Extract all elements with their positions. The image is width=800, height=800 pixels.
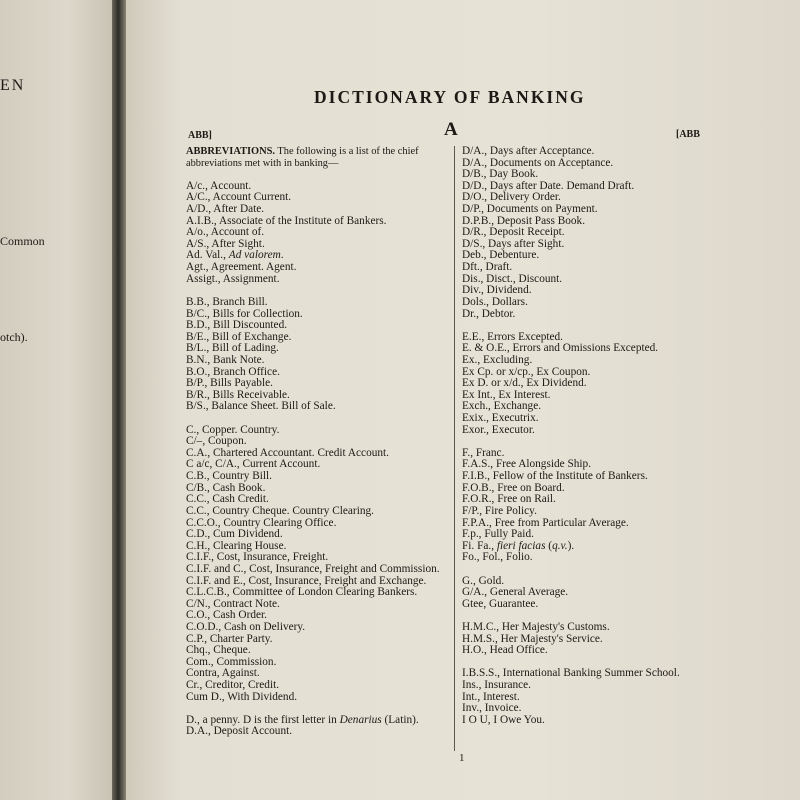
abbreviation-entry: C.H., Clearing House. [186,539,287,552]
abbreviation-entry: D/A., Days after Acceptance. [462,145,595,157]
abbreviation-entry: C.I.F. and E., Cost, Insurance, Freight and Exchange. [186,574,427,587]
abbreviation-entry: A/o., Account of. [186,226,265,239]
abbreviation-entry: D.A., Deposit Account. [186,725,293,738]
abbreviation-entry: Div., Dividend. [462,284,532,297]
abbreviation-entry: B.O., Branch Office. [186,365,280,378]
abbreviation-entry: C.D., Cum Dividend. [186,528,283,541]
abbreviation-entry: C.C., Cash Credit. [186,493,269,506]
abbreviation-entry: Assigt., Assignment. [186,272,280,285]
abbreviation-entry: C.C., Country Cheque. Country Clearing. [186,504,374,517]
abbreviation-entry: B.B., Branch Bill. [186,295,268,308]
abbreviation-entry: B/R., Bills Receivable. [186,388,290,401]
section-letter: A [444,119,458,140]
abbreviation-entry: C/–, Coupon. [186,435,247,448]
abbreviation-entry: Ex Cp. or x/cp., Ex Coupon. [462,365,591,378]
abbreviation-entry: H.O., Head Office. [462,644,548,657]
abbreviation-entry: Inv., Invoice. [462,702,522,715]
abbreviation-entry: D/S., Days after Sight. [462,237,565,250]
abbreviation-entry: Agt., Agreement. Agent. [186,261,297,274]
right-entries [462,146,792,726]
abbreviation-entry: B/L., Bill of Lading. [186,342,279,355]
abbreviation-entry: Int., Interest. [462,690,520,703]
abbreviation-entry: Dft., Draft. [462,261,513,274]
abbreviation-entry: Gtee, Guarantee. [462,597,539,610]
right-column [462,146,792,726]
abbreviation-entry: D/O., Delivery Order. [462,191,561,204]
abbreviation-entry: Chq., Cheque. [186,644,251,657]
abbreviation-entry: D.P.B., Deposit Pass Book. [462,214,586,227]
intro-text: The following is a list of the chief [275,146,419,157]
abbreviation-entry: C a/c, C/A., Current Account. [186,458,321,471]
abbreviation-entry: D/B., Day Book. [462,168,539,181]
abbreviation-entry: D/D., Days after Date. Demand Draft. [462,179,635,192]
abbreviation-entry: A/c., Account. [186,179,252,192]
abbreviation-entry: Fi. Fa., fieri facias (q.v.). [462,539,575,552]
abbreviation-entry: Contra, Against. [186,667,260,680]
abbreviation-entry: Ex., Excluding. [462,353,533,366]
abbreviation-entry: Fo., Fol., Folio. [462,551,533,564]
left-page-fragment: Common [0,234,45,248]
intro-line [186,146,448,158]
abbreviation-entry: D., a penny. D is the first letter in Denarius (Latin). [186,713,419,726]
abbreviation-entry: F., Franc. [462,446,505,459]
abbreviation-entry: Ex Int., Ex Interest. [462,388,551,401]
left-page-fragment: otch). [0,330,28,344]
abbreviation-entry: F.I.B., Fellow of the Institute of Bankers. [462,470,648,483]
abbreviation-entry: C.C.O., Country Clearing Office. [186,516,337,529]
abbreviation-entry: D/A., Documents on Acceptance. [462,156,614,169]
abbreviation-entry: C.B., Country Bill. [186,470,272,483]
book-gutter [112,0,126,800]
abbreviation-entry: Exor., Executor. [462,423,535,436]
abbreviation-entry: Dols., Dollars. [462,295,528,308]
abbreviation-entry: Exix., Executrix. [462,412,539,425]
abbreviation-entry: F.P.A., Free from Particular Average. [462,516,629,529]
abbreviation-entry: C.I.F., Cost, Insurance, Freight. [186,551,329,564]
abbreviation-entry: F.O.R., Free on Rail. [462,493,556,506]
abbreviation-entry: F/P., Fire Policy. [462,504,537,517]
abbreviation-entry: Ex D. or x/d., Ex Dividend. [462,377,587,390]
page-title: DICTIONARY OF BANKING [314,87,586,107]
abbreviation-entry: F.p., Fully Paid. [462,528,534,541]
abbreviation-entry: E.E., Errors Excepted. [462,330,564,343]
abbreviation-entry: Deb., Debenture. [462,249,540,262]
abbreviation-entry: Ins., Insurance. [462,679,532,692]
abbreviation-entry: F.A.S., Free Alongside Ship. [462,458,592,471]
abbreviation-entry: C., Copper. Country. [186,423,280,436]
left-page-fragment: EN [0,77,26,94]
abbreviation-entry: A/C., Account Current. [186,191,292,204]
abbreviation-entry: B/S., Balance Sheet. Bill of Sale. [186,400,336,413]
abbreviation-entry: B.D., Bill Discounted. [186,319,288,332]
abbreviation-entry: C.P., Charter Party. [186,632,273,645]
abbreviation-entry: G., Gold. [462,574,505,587]
abbreviation-entry: C/N., Contract Note. [186,597,280,610]
abbreviation-entry: C/B., Cash Book. [186,481,266,494]
intro-headword: ABBREVIATIONS. [186,146,276,157]
abbreviation-entry: C.O.D., Cash on Delivery. [186,620,306,633]
column-divider [454,146,455,751]
abbreviation-entry: A.I.B., Associate of the Institute of Bankers. [186,214,387,227]
abbreviation-entry: B.N., Bank Note. [186,353,265,366]
abbreviation-entry: D/P., Documents on Payment. [462,203,598,216]
guide-word-right: [ABB [676,129,700,140]
abbreviation-entry: B/E., Bill of Exchange. [186,330,292,343]
abbreviation-entry: G/A., General Average. [462,586,569,599]
intro-line: abbreviations met with in banking— [186,157,339,169]
abbreviation-entry: C.I.F. and C., Cost, Insurance, Freight and Commission. [186,562,440,575]
abbreviation-entry: H.M.C., Her Majesty's Customs. [462,620,610,633]
abbreviation-entry: D/R., Deposit Receipt. [462,226,565,239]
abbreviation-entry: Cr., Creditor, Credit. [186,679,280,692]
abbreviation-entry: I O U, I Owe You. [462,713,545,726]
abbreviation-entry: C.A., Chartered Accountant. Credit Account. [186,446,389,459]
abbreviation-entry: B/C., Bills for Collection. [186,307,303,320]
abbreviation-entry: C.L.C.B., Committee of London Clearing Bankers. [186,586,418,599]
abbreviation-entry: C.O., Cash Order. [186,609,267,622]
abbreviation-entry: A/D., After Date. [186,203,265,216]
abbreviation-entry: Dis., Disct., Discount. [462,272,563,285]
abbreviation-entry: Ad. Val., Ad valorem. [186,249,284,262]
abbreviation-entry: Exch., Exchange. [462,400,542,413]
abbreviation-entry: Com., Commission. [186,655,277,668]
guide-word-left: ABB] [188,130,212,141]
abbreviation-entry: E. & O.E., Errors and Omissions Excepted. [462,342,659,355]
left-entries [186,181,448,738]
abbreviation-entry: I.B.S.S., International Banking Summer School. [462,667,680,680]
left-page-edge [0,0,112,800]
abbreviation-entry: F.O.B., Free on Board. [462,481,565,494]
left-column [186,146,448,738]
abbreviation-entry: Cum D., With Dividend. [186,690,298,703]
abbreviation-entry: A/S., After Sight. [186,237,265,250]
abbreviation-entry: H.M.S., Her Majesty's Service. [462,632,603,645]
abbreviation-entry: B/P., Bills Payable. [186,377,273,390]
page-number: 1 [459,752,465,764]
abbreviation-entry: Dr., Debtor. [462,307,516,320]
